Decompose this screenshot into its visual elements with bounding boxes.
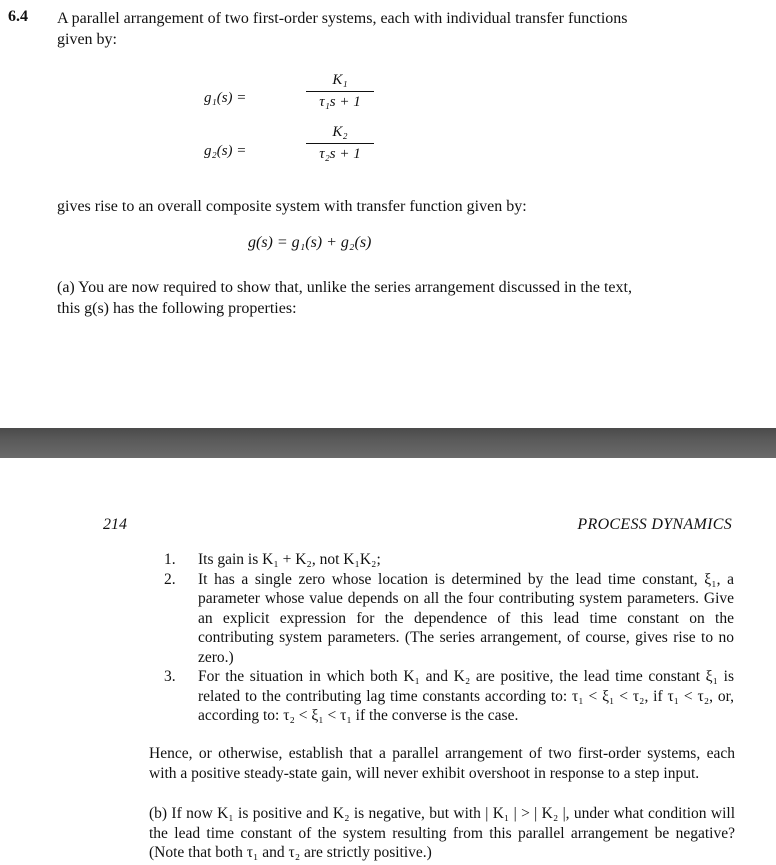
list-item-text: For the situation in which both K₁ and K₂ are positive, the lead time constant ξ₁ is related to the contributing lag time constants according to: τ₁ < ξ₁ < τ₂, if τ₁ < τ₂, or, according to: τ₂ < ξ₁ < τ₁ if the converse is the case. [198,668,734,724]
list-item-text: It has a single zero whose location is determined by the lead time constant, ξ₁, a parameter whose value depends on all the four contributing system parameters. Give an explicit expression for the dependence of this lead time constant on the contributing system parameters. (The series arrangement, of course, gives rise to no zero.) [198,570,734,666]
list-item [164,550,734,570]
list-item-text: Its gain is K₁ + K₂, not K₁K₂; [198,551,381,568]
hence-paragraph: Hence, or otherwise, establish that a parallel arrangement of two first-order systems, each with a positive steady-state gain, will never exhibit overshoot in response to a step input. [149,745,735,782]
list-item-number: 1. [164,551,176,568]
eq2-lhs: g₂(s) = [204,143,247,159]
eq1-fraction [306,72,374,111]
page-bottom [0,458,776,865]
running-title: PROCESS DYNAMICS [577,516,732,533]
list-item-number: 3. [164,668,176,685]
page-top [0,0,776,428]
problem-intro: A parallel arrangement of two first-order systems, each with individual transfer functions given by: [57,10,628,48]
page-divider-band [0,428,776,458]
eq1-lhs: g₁(s) = [204,90,247,106]
part-b-paragraph: (b) If now K₁ is positive and K₂ is negative, but with | K₁ | > | K₂ |, under what condition will the lead time constant of the system resulting from this parallel arrangement be negative? (Note that both τ₁ and τ₂ are strictly positive.) [149,805,735,861]
part-a-text: (a) You are now required to show that, unlike the series arrangement discussed in the text, this g(s) has the following properties: [57,279,632,317]
eq2-denominator: τ₂s + 1 [319,146,361,162]
eq1-numerator: K₁ [332,72,348,88]
page-number: 214 [103,516,127,533]
eq2-fraction [306,124,374,163]
list-item-number: 2. [164,570,176,588]
list-item [164,570,734,668]
property-list [164,550,734,726]
problem-number: 6.4 [8,8,28,25]
eq3: g(s) = g₁(s) + g₂(s) [248,234,372,251]
eq1-denominator: τ₁s + 1 [319,94,361,110]
gives-rise-text: gives rise to an overall composite system with transfer function given by: [57,198,527,215]
eq2-numerator: K₂ [332,124,348,140]
list-item [164,667,734,726]
